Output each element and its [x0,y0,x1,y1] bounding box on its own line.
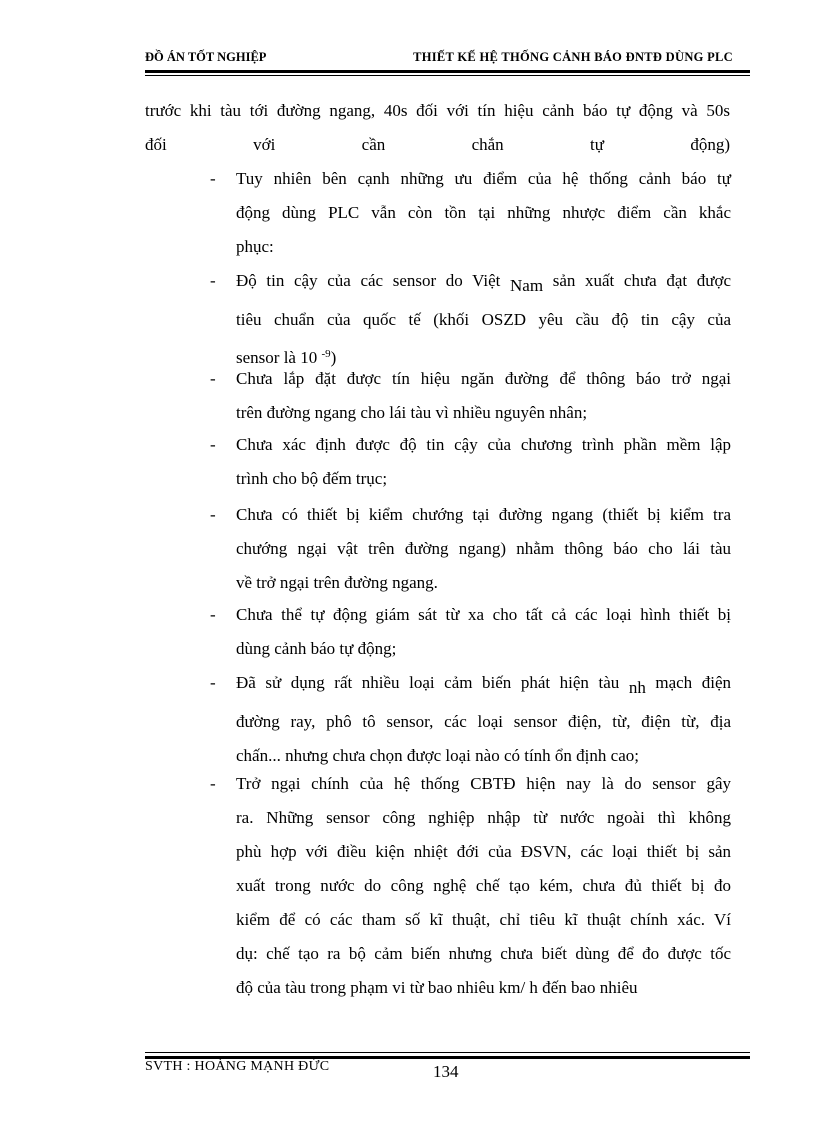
list-item-line: kiểm để có các tham số kĩ thuật, chỉ tiêu kĩ thuật chính xác. Ví [236,910,731,929]
list-item-line: Chưa xác định được độ tin cậy của chương trình phần mềm lập [236,435,731,454]
list-item-text [236,598,731,666]
list-item-text [236,428,731,496]
header-left-title: ĐỒ ÁN TỐT NGHIỆP [145,50,267,64]
intro-line-2: đối với cần chắn tự động) [145,135,730,154]
header-right-title: THIẾT KẾ HỆ THỐNG CẢNH BÁO ĐNTĐ DÙNG PLC [413,50,733,64]
list-item-line: Chưa có thiết bị kiểm chướng tại đường ngang (thiết bị kiểm tra [236,505,731,524]
subscript-text: nh [628,678,646,697]
bullet-dash: - [210,369,216,388]
list-item-line: dùng cảnh báo tự động; [236,639,397,658]
list-item-line: phục: [236,237,274,256]
intro-line-1: trước khi tàu tới đường ngang, 40s đối với tín hiệu cảnh báo tự động và 50s [145,101,730,120]
list-item-line: đường ray, phô tô sensor, các loại sensor điện, từ, điện từ, địa [236,712,731,731]
text-run: sản xuất chưa đạt được [543,271,731,290]
page-number: 134 [433,1062,459,1081]
bullet-dash: - [210,673,216,692]
footer-rule-thin [145,1052,750,1053]
list-item-text [236,666,731,773]
list-item-line: xuất trong nước do công nghệ chế tạo kém, chưa đủ thiết bị đo [236,876,731,895]
list-item-line: động dùng PLC vẫn còn tồn tại những nhược điểm cần khắc [236,203,731,222]
header-rule-thick [145,70,750,73]
header-rule-thin [145,75,750,76]
list-item-line [236,666,731,705]
list-item-line: dụ: chế tạo ra bộ cảm biến nhưng chưa biết dùng để đo được tốc [236,944,731,963]
list-item-text [236,362,731,430]
list-item-line: trên đường ngang cho lái tàu vì nhiều nguyên nhân; [236,403,588,422]
subscript-text: Nam [510,276,544,295]
bullet-dash: - [210,605,216,624]
bullet-dash: - [210,774,216,793]
bullet-dash: - [210,271,216,290]
list-item-text [236,767,731,1005]
text-run: Đã sử dụng rất nhiều loại cảm biến phát hiện tàu [236,673,629,692]
bullet-dash: - [210,505,216,524]
list-item-line: độ của tàu trong phạm vi từ bao nhiêu km/ h đến bao nhiêu [236,978,638,997]
list-item-line: tiêu chuẩn của quốc tế (khối OSZD yêu cầu độ tin cậy của [236,310,731,329]
list-item-text [236,162,731,264]
list-item-line: chấn... nhưng chưa chọn được loại nào có tính ổn định cao; [236,746,639,765]
list-item-line: Chưa thể tự động giám sát từ xa cho tất cả các loại hình thiết bị [236,605,731,624]
list-item-text [236,264,731,375]
text-run: mạch điện [645,673,731,692]
list-item-text [236,498,731,600]
superscript-text: -9 [321,348,331,360]
text-run: Độ tin cậy của các sensor do Việt [236,271,511,290]
list-item-line: trình cho bộ đếm trục; [236,469,388,488]
list-item-line: Chưa lắp đặt được tín hiệu ngăn đường để thông báo trở ngại [236,369,731,388]
list-item-line: chướng ngại vật trên đường ngang) nhằm thông báo cho lái tàu [236,539,731,558]
list-item-line: Tuy nhiên bên cạnh những ưu điểm của hệ thống cảnh báo tự [236,169,731,188]
text-run: ) [330,348,337,367]
list-item-line [236,264,731,303]
list-item-line: Trở ngại chính của hệ thống CBTĐ hiện nay là do sensor gây [236,774,731,793]
page-header [145,48,750,70]
list-item-line: phù hợp với điều kiện nhiệt đới của ĐSVN, các loại thiết bị sản [236,842,731,861]
footer-author: SVTH : HOÀNG MẠNH ĐỨC [145,1059,330,1074]
list-item-line: ra. Những sensor công nghiệp nhập từ nước ngoài thì không [236,808,731,827]
bullet-dash: - [210,169,216,188]
list-item-line: về trở ngại trên đường ngang. [236,573,438,592]
bullet-dash: - [210,435,216,454]
text-run: sensor là 10 [236,348,322,367]
